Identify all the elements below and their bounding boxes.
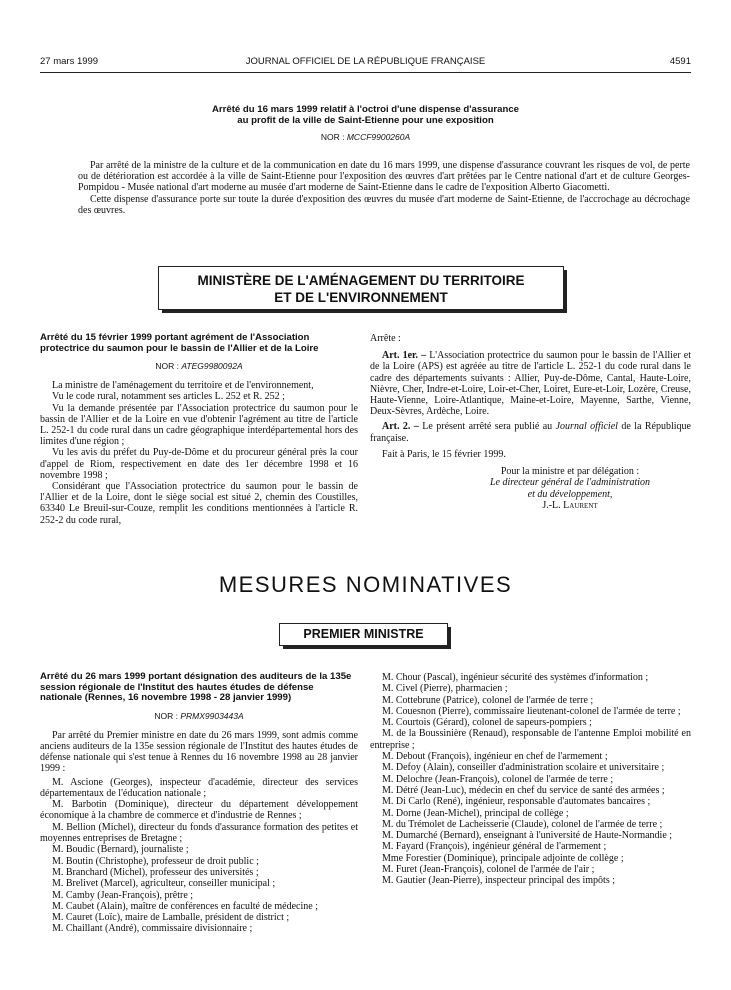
header-page-number: 4591 [669,56,691,67]
auditeurs-list-right [370,672,691,887]
signature-name: J.-L. Laurent [542,499,598,511]
arrete2-paragraph: Vu les avis du préfet du Puy-de-Dôme et du procureur général près la cour d'appel de Riom, respectivement en date des 1er décembre 1998 et 16 novembre 1998 ; [40,447,358,481]
auditeur-list-item: M. Cauret (Loïc), maire de Lamballe, président de district ; [52,912,290,924]
ministry-heading-line2: ET DE L'ENVIRONNEMENT [274,290,448,305]
arrete2-paragraph: Considérant que l'Association protectrice du saumon pour le bassin de l'Allier et de la Loire, dont le siège social est situé 2, chemin des Coustilles, 63340 Le Breuil-sur-Couze, remplit les conditions mentionnées à l'article R. 252-2 du code rural, [40,481,358,526]
arrete3-right-column [370,672,691,887]
nor-code: ATEG9980092A [181,361,243,372]
auditeur-list-item: M. Brelivet (Marcel), agriculteur, conseiller municipal ; [52,878,276,890]
arrete1-paragraph: Cette dispense d'assurance porte sur toute la durée d'exposition des œuvres du musée d'art moderne de Saint-Etienne, de l'accrochage au décrochage des œuvres. [78,193,690,216]
auditeur-list-item: M. Courtois (Gérard), colonel de sapeurs-pompiers ; [382,717,592,729]
arrete3-intro: Par arrêté du Premier ministre en date du 26 mars 1999, sont admis comme anciens auditeurs de la 135e session régionale de l'Institut des hautes études de défense nationale qui s'est tenue à Rennes du 16 novembre 1998 au 28 janvier 1999 : [40,729,358,775]
auditeur-list-item: M. Branchard (Michel), professeur des universités ; [52,866,259,878]
auditeur-list-item: M. Chour (Pascal), ingénieur sécurité des systèmes d'information ; [382,672,649,683]
arrete-heading: Arrête : [370,333,401,344]
auditeur-list-item: M. Cottebrune (Patrice), colonel de l'armée de terre ; [382,694,594,706]
auditeur-list-item: M. Camby (Jean-François), prêtre ; [52,889,194,901]
arrete2-title: Arrêté du 15 février 1999 portant agrément de l'Association protectrice du saumon pour le bassin de l'Allier et de la Loire [40,332,319,354]
auditeur-list-item: M. Fayard (François), ingénieur général de l'armement ; [382,841,607,853]
auditeur-list-item: M. Couesnon (Pierre), commissaire lieutenant-colonel de l'armée de terre ; [382,705,681,717]
article-2-text-b: de la République française. [370,421,691,444]
arrete3-title: Arrêté du 26 mars 1999 portant désignation des auditeurs de la 135e session régionale de l'Institut des hautes études de défense nationale (Rennes, 16 novembre 1998 - 28 janvier 1999) [40,671,352,704]
arrete1-title [100,104,631,126]
ministry-heading-box [158,266,564,310]
fait-a-paris: Fait à Paris, le 15 février 1999. [382,448,506,460]
article-2-text-a: Le présent arrêté sera publié au [422,421,553,433]
arrete2-right-column [370,333,691,511]
header-rule [40,72,691,73]
auditeur-list-item: M. Bellion (Michel), directeur du fonds d'assurance formation des petites et moyennes entreprises de Bretagne ; [40,821,358,845]
auditeur-list-item: M. Defoy (Alain), conseiller d'administration scolaire et universitaire ; [382,762,665,774]
nor-label: NOR : [155,361,179,372]
signature-title: et du développement, [527,488,613,500]
auditeur-list-item: M. du Trémolet de Lacheisserie (Claude), colonel de l'armée de terre ; [382,818,663,830]
article-2-label: Art. 2. – [382,421,419,433]
arrete2-paragraph: Vu la demande présentée par l'Association protectrice du saumon pour le bassin de l'Allier et de la Loire en vue d'obtenir l'agrément au titre de l'article L. 252-1 du code rural dans un cadre géographique interdépartemental hors des limites d'une région ; [40,402,358,448]
arrete1-title-line1: Arrêté du 16 mars 1999 relatif à l'octroi d'une dispense d'assurance [211,104,520,115]
arrete3-nor [40,711,358,721]
arrete2-left-column [40,333,358,526]
arrete2-paragraph: La ministre de l'aménagement du territoire et de l'environnement, [52,380,314,392]
header-date: 27 mars 1999 [40,56,99,67]
auditeur-list-item: M. Gautier (Jean-Pierre), inspecteur principal des impôts ; [382,875,615,887]
article-1 [370,350,691,417]
auditeur-list-item: M. Boutin (Christophe), professeur de droit public ; [52,855,259,867]
auditeur-list-item: Mme Forestier (Dominique), principale adjointe de collège ; [382,852,624,864]
article-1-label: Art. 1er. – [382,350,427,362]
nor-code: MCCF9900260A [346,132,411,142]
article-1-text: L'Association protectrice du saumon pour le bassin de l'Allier et de la Loire (APS) est agréée au titre de l'article L. 252-1 du code rural dans le cadre des départements suivants : Allier, Puy-de-Dôme, Cantal, Haute-Loire, Nièvre, Cher, Indre-et-Loire, Loir-et-Cher, Loiret, Eure-et-Loir, Lozère, Creuse, Haute-Vienne, Loire-Atlantique, Maine-et-Loire, Mayenne, Sarthe, Vienne, Deux-Sèvres, Ardèche, Loire. [370,350,692,418]
auditeurs-list-left [40,777,358,935]
auditeur-list-item: M. de la Boussinière (Renaud), responsable de l'antenne Emploi mobilité en entreprise ; [370,728,691,751]
arrete2-paragraph: Vu le code rural, notamment ses articles L. 252 et R. 252 ; [52,391,285,403]
arrete1-nor [100,132,631,142]
arrete1-title-line2: au profit de la ville de Saint-Etienne pour une exposition [237,115,494,126]
auditeur-list-item: M. Dorne (Jean-Michel), principal de collège ; [382,807,569,819]
auditeur-list-item: M. Boudic (Bernard), journaliste ; [52,844,189,856]
auditeur-list-item: M. Détré (Jean-Luc), médecin en chef du service de santé des armées ; [382,784,665,796]
premier-ministre-box [279,623,448,646]
ministry-heading-line1: MINISTÈRE DE L'AMÉNAGEMENT DU TERRITOIRE [197,273,525,288]
auditeur-list-item: M. Delochre (Jean-François), colonel de l'armée de terre ; [382,773,614,785]
header-journal: JOURNAL OFFICIEL DE LA RÉPUBLIQUE FRANÇAISE [245,56,486,67]
auditeur-list-item: M. Di Carlo (René), ingénieur, responsable d'automates bancaires ; [382,796,651,808]
arrete1-body [78,160,690,216]
signature-title: Le directeur général de l'administration [489,477,651,489]
article-2 [370,421,691,443]
nor-code: PRMX9903443A [180,710,244,721]
auditeur-list-item: M. Caubet (Alain), maître de conférences en faculté de médecine ; [52,900,318,912]
auditeur-list-item: M. Ascione (Georges), inspecteur d'académie, directeur des services départementaux de l'éducation nationale ; [40,776,358,799]
arrete3-left-column [40,672,358,935]
signature-block [470,466,670,511]
nor-label: NOR : [154,710,178,721]
signature-line: Pour la ministre et par délégation : [500,466,640,478]
auditeur-list-item: M. Civel (Pierre), pharmacien ; [382,683,508,695]
auditeur-list-item: M. Furet (Jean-François), colonel de l'armée de l'air ; [382,864,595,876]
premier-ministre-label: PREMIER MINISTRE [303,627,424,641]
section-title: MESURES NOMINATIVES [218,572,513,597]
auditeur-list-item: M. Chaillant (André), commissaire divisionnaire ; [52,923,253,935]
auditeur-list-item: M. Debout (François), ingénieur en chef de l'armement ; [382,751,608,763]
arrete2-nor [40,361,358,371]
auditeur-list-item: M. Barbotin (Dominique), directeur du département développement économique à la chambre de commerce et d'industrie de Rennes ; [40,799,358,822]
arrete1-paragraph: Par arrêté de la ministre de la culture et de la communication en date du 16 mars 1999, une dispense d'assurance couvrant les risques de vol, de perte ou de détérioration est accordée à la ville de Saint-Etienne pour l'exposition des œuvres d'art prêtées par le Centre national d'art et de culture Georges-Pompidou - Musée national d'art moderne au musée d'art moderne de Saint-Etienne dans le cadre de l'exposition Alberto Giacometti. [78,160,690,194]
nor-label: NOR : [320,132,345,142]
auditeur-list-item: M. Dumarché (Bernard), enseignant à l'université de Haute-Normandie ; [382,830,673,842]
article-2-journal: Journal officiel [555,421,618,433]
